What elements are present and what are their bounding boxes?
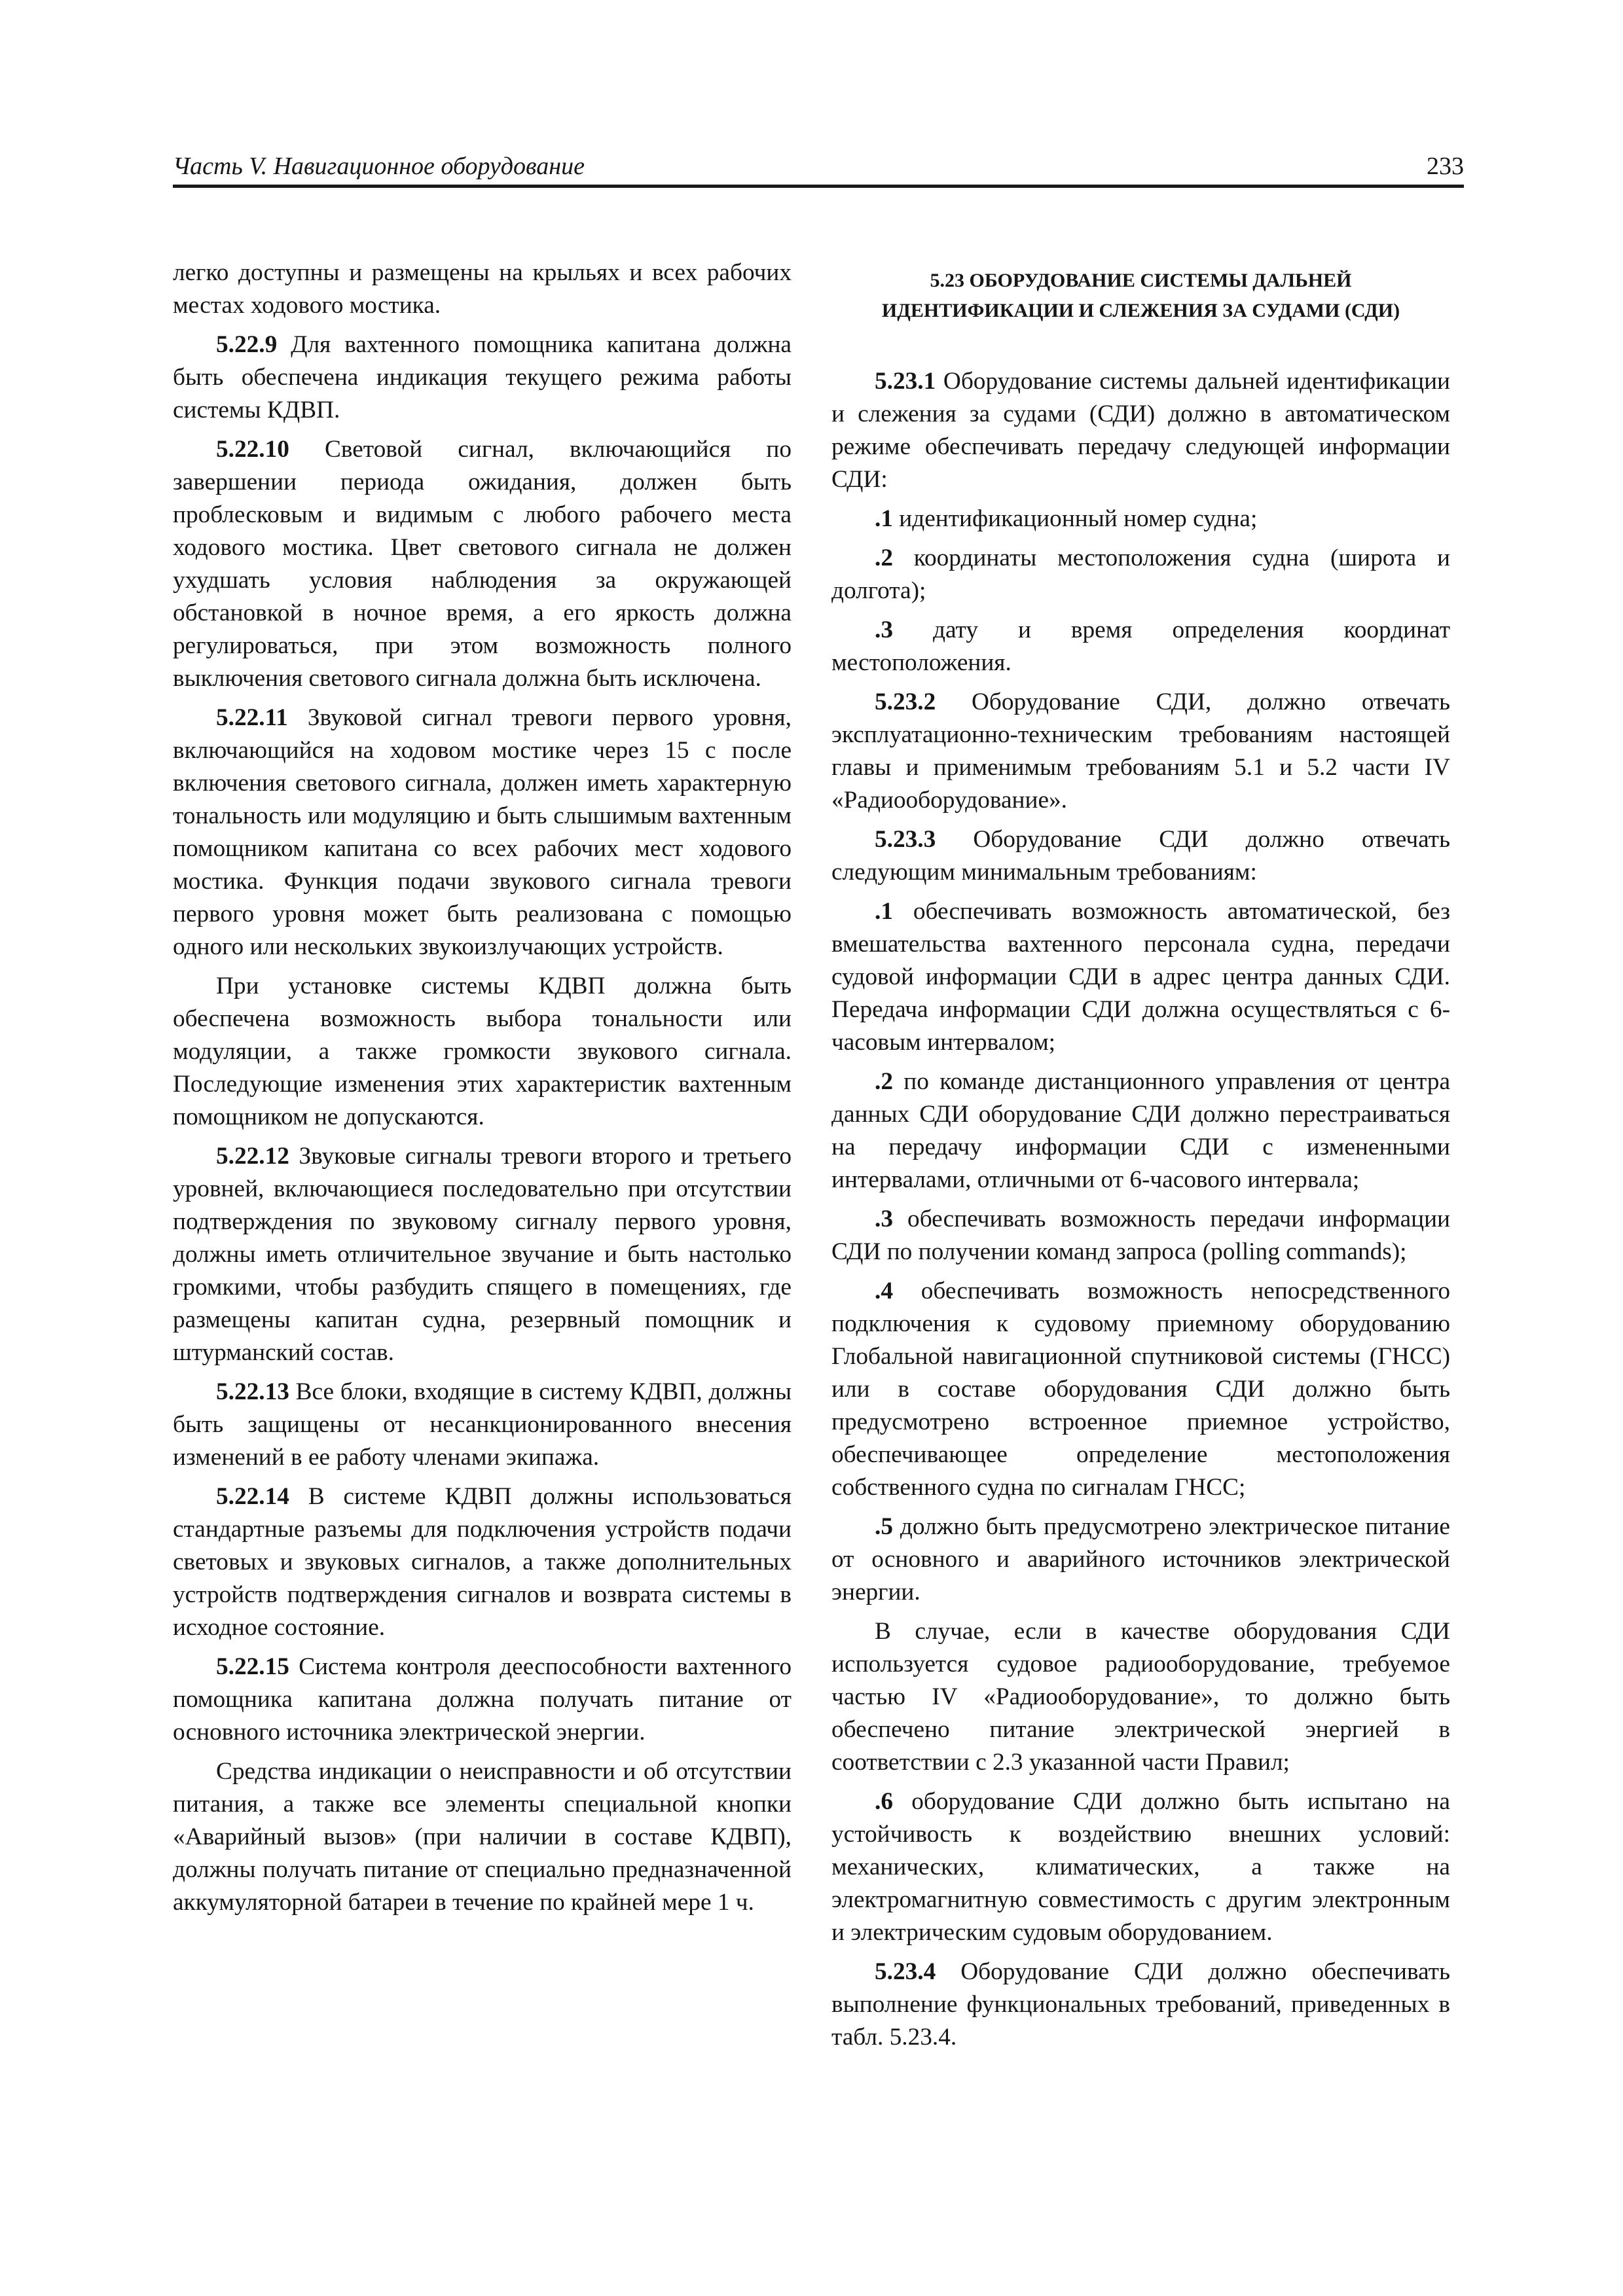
paragraph-5-22-11: 5.22.11 Звуковой сигнал тревоги первого уровня, включающийся на ходовом мостике через 15 с после включения светового сигнала, должен иметь характерную тональность или модуляцию и быть слышимым вахтенным помощником капитана со всех рабочих мест ходового мостика. Функция подачи звукового сигнала тревоги первого уровня может быть реализована с помощью одного или нескольких звукоизлучающих устройств. <box>173 704 792 960</box>
clause-number: 5.23.3 <box>875 826 936 853</box>
paragraph-5-22-9: 5.22.9 Для вахтенного помощника капитана должна быть обеспечена индикация текущего режима работы системы КДВП. <box>173 331 792 423</box>
item-number: .1 <box>875 505 893 532</box>
item-number: .3 <box>875 617 893 643</box>
list-item: .2 координаты местоположения судна (широта и долгота); <box>831 545 1450 604</box>
paragraph: В случае, если в качестве оборудования СДИ используется судовое радиооборудование, требуемое частью IV «Радиооборудование», то должно быть обеспечено питание электрической энергией в соответствии с 2.3 указанной части Правил; <box>831 1618 1450 1776</box>
paragraph-5-22-13: 5.22.13 Все блоки, входящие в систему КДВП, должны быть защищены от несанкционированного внесения изменений в ее работу членами экипажа. <box>173 1378 792 1471</box>
list-item: .2 по команде дистанционного управления от центра данных СДИ оборудование СДИ должно перестраиваться на передачу информации СДИ с измененными интервалами, отличными от 6-часового интервала; <box>831 1068 1450 1193</box>
item-number: .4 <box>875 1278 893 1304</box>
paragraph: Средства индикации о неисправности и об отсутствии питания, а также все элементы специальной кнопки «Аварийный вызов» (при наличии в составе КДВП), должны получать питание от специально предназначенной аккумуляторной батареи в течение по крайней мере 1 ч. <box>173 1758 792 1916</box>
clause-number: 5.22.15 <box>216 1653 289 1680</box>
list-item: .3 обеспечивать возможность передачи информации СДИ по получении команд запроса (polling commands); <box>831 1206 1450 1265</box>
clause-number: 5.22.14 <box>216 1483 289 1510</box>
paragraph-5-23-2: 5.23.2 Оборудование СДИ, должно отвечать эксплуатационно-техническим требованиям настоящей главы и применимым требованиям 5.1 и 5.2 части IV «Радиооборудование». <box>831 689 1450 814</box>
clause-number: 5.22.12 <box>216 1143 289 1170</box>
paragraph-5-23-4: 5.23.4 Оборудование СДИ должно обеспечивать выполнение функциональных требований, приведенных в табл. 5.23.4. <box>831 1958 1450 2051</box>
paragraph-5-22-15: 5.22.15 Система контроля дееспособности вахтенного помощника капитана должна получать питание от основного источника электрической энергии. <box>173 1653 792 1746</box>
list-item: .1 идентификационный номер судна; <box>875 505 1258 532</box>
item-number: .1 <box>875 898 893 925</box>
item-number: .3 <box>875 1206 893 1232</box>
paragraph: легко доступны и размещены на крыльях и всех рабочих местах ходового мостика. <box>173 259 792 319</box>
left-column <box>173 257 792 1919</box>
clause-number: 5.23.1 <box>875 368 936 395</box>
paragraph-5-22-14: 5.22.14 В системе КДВП должны использоваться стандартные разъемы для подключения устройств подачи световых и звуковых сигналов, а также дополнительных устройств подтверждения сигналов и возврата системы в исходное состояние. <box>173 1483 792 1641</box>
paragraph: При установке системы КДВП должна быть обеспечена возможность выбора тональности или модуляции, а также громкости звукового сигнала. Последующие изменения этих характеристик вахтенным помощником не допускаются. <box>173 973 792 1130</box>
section-heading-line: ИДЕНТИФИКАЦИИ И СЛЕЖЕНИЯ ЗА СУДАМИ (СДИ) <box>881 300 1400 321</box>
right-column <box>831 257 1450 2054</box>
list-item: .1 обеспечивать возможность автоматической, без вмешательства вахтенного персонала судна, передачи судовой информации СДИ в адрес центра данных СДИ. Передача информации СДИ должна осуществляться с 6-часовым интервалом; <box>831 898 1450 1056</box>
header-title: Часть V. Навигационное оборудование <box>173 152 585 180</box>
item-number: .6 <box>875 1788 893 1815</box>
clause-number: 5.22.10 <box>216 436 289 463</box>
paragraph-5-22-10: 5.22.10 Световой сигнал, включающийся по завершении периода ожидания, должен быть проблесковым и видимым с любого рабочего места ходового мостика. Цвет светового сигнала не должен ухудшать условия наблюдения за окружающей обстановкой в ночное время, а его яркость должна регулироваться, при этом возможность полного выключения светового сигнала должна быть исключена. <box>173 436 792 692</box>
paragraph-5-22-12: 5.22.12 Звуковые сигналы тревоги второго и третьего уровней, включающиеся последовательно при отсутствии подтверждения по звуковому сигналу первого уровня, должны иметь отличительное звучание и быть настолько громкими, чтобы разбудить спящего в помещениях, где размещены капитан судна, резервный помощник и штурманский состав. <box>173 1143 792 1366</box>
clause-number: 5.23.4 <box>875 1958 936 1985</box>
section-heading-line: 5.23 ОБОРУДОВАНИЕ СИСТЕМЫ ДАЛЬНЕЙ <box>930 270 1352 291</box>
clause-number: 5.22.9 <box>216 331 278 358</box>
paragraph-5-23-3: 5.23.3 Оборудование СДИ должно отвечать следующим минимальным требованиям: <box>831 826 1450 886</box>
page-number: 233 <box>1427 152 1464 180</box>
clause-number: 5.23.2 <box>875 689 936 715</box>
clause-number: 5.22.11 <box>216 704 288 731</box>
paragraph-5-23-1: 5.23.1 Оборудование системы дальней идентификации и слежения за судами (СДИ) должно в автоматическом режиме обеспечивать передачу следующей информации СДИ: <box>831 368 1450 493</box>
item-number: .5 <box>875 1513 893 1540</box>
running-header <box>173 145 1464 188</box>
item-number: .2 <box>875 545 893 571</box>
list-item: .5 должно быть предусмотрено электрическое питание от основного и аварийного источников электрической энергии. <box>831 1513 1450 1605</box>
section-heading <box>831 266 1450 326</box>
item-number: .2 <box>875 1068 893 1095</box>
list-item: .4 обеспечивать возможность непосредственного подключения к судовому приемному оборудованию Глобальной навигационной спутниковой системы (ГНСС) или в составе оборудования СДИ должно быть предусмотрено встроенное приемное устройство, обеспечивающее определение местоположения собственного судна по сигналам ГНСС; <box>831 1278 1450 1501</box>
list-item: .3 дату и время определения координат местоположения. <box>831 617 1450 676</box>
list-item: .6 оборудование СДИ должно быть испытано на устойчивость к воздействию внешних условий: механических, климатических, а также на электромагнитную совместимость с другим электронным и электрическим судовым оборудованием. <box>831 1788 1450 1946</box>
clause-number: 5.22.13 <box>216 1378 289 1405</box>
